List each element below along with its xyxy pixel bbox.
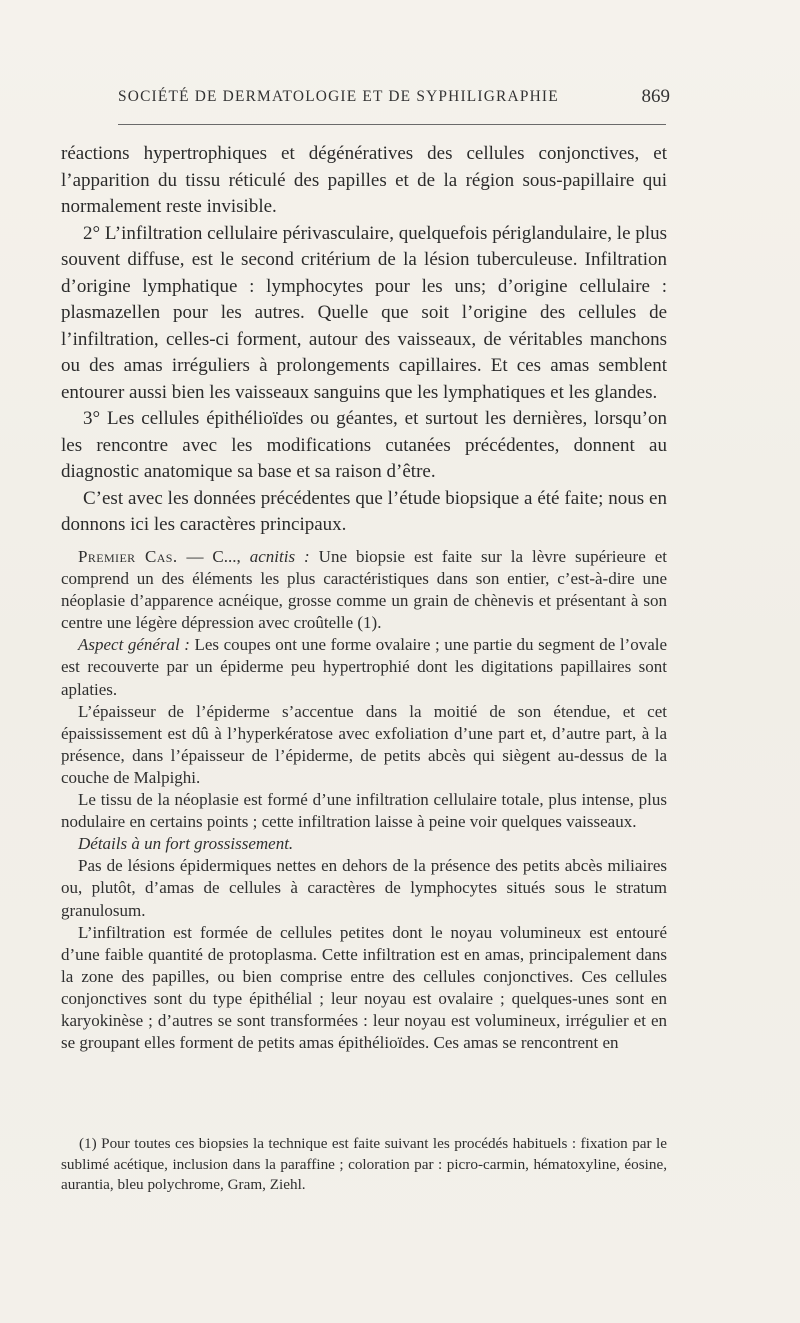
header-rule (118, 124, 666, 125)
page-number: 869 (641, 86, 670, 107)
paragraph-continuation: réactions hypertrophiques et dégénératives des cellules conjonctives, et l’apparition du tissu réticulé des papilles et de la région sous-papillaire qui normalement reste invisible. (61, 143, 667, 217)
footnote-text: (1) Pour toutes ces biopsies la technique est faite suivant les procédés habituels : fixation par le sublimé acétique, inclusion dans la paraffine ; coloration par : picro-carmin, hématoxyline, éosine, aurantia, bleu polychrome, Gram, Ziehl. (61, 1135, 667, 1193)
paragraph-epithelioid-cells: 3° Les cellules épithélioïdes ou géantes, et surtout les dernières, lorsqu’on les rencontre avec les modifications cutanées précédentes, donnent au diagnostic anatomique sa base et sa raison d’être. (61, 408, 667, 482)
aspect-paragraph (61, 634, 667, 700)
details-heading: Détails à un fort grossissement. (78, 834, 294, 854)
aspect-label: Aspect général : (78, 635, 190, 655)
infiltration-paragraph: L’infiltration est formée de cellules petites dont le noyau volumineux est entouré d’une faible quantité de protoplasma. Cette infiltration est en amas, principalement dans la zone des papilles, ou bien comprise entre des cellules conjonctives. Ces cellules conjonctives sont du type épithélial ; leur noyau est ovalaire ; quelques-unes sont en karyokinèse ; d’autres se sont transformées : leur noyau est volumineux, irrégulier et en se groupant elles forment de petits amas épithélioïdes. Ces amas se rencontrent en (61, 922, 667, 1053)
case-diagnosis: acnitis : (249, 547, 310, 566)
case-intro-paragraph (61, 546, 667, 634)
aspect-text: Les coupes ont une forme ovalaire ; une partie du segment de l’ovale est recouverte par un épiderme peu hypertrophié dont les digitations papillaires sont aplaties. (61, 635, 668, 699)
paragraph-biopsy-intro: C’est avec les données précédentes que l’étude biopsique a été faite; nous en donnons ici les caractères principaux. (61, 487, 667, 535)
paragraph-infiltration: 2° L’infiltration cellulaire périvasculaire, quelquefois périglandulaire, le plus souvent diffuse, est le second critérium de la lésion tuberculeuse. Infiltration d’origine lymphatique : lymphocytes pour les uns; d’origine cellulaire : plasmazellen pour les autres. Quelle que soit l’origine des cellules de l’infiltration, celles-ci forment, autour des vaisseaux, de véritables manchons ou des amas irréguliers à prolongements capillaires. Et ces amas semblent entourer aussi bien les vaisseaux sanguins que les lymphatiques et les glandes. (61, 222, 667, 403)
page-header (118, 88, 670, 112)
case-heading: Premier Cas. (78, 547, 178, 566)
case-patient: — C..., (177, 547, 250, 566)
lesions-paragraph: Pas de lésions épidermiques nettes en dehors de la présence des petits abcès miliaires ou, plutôt, d’amas de cellules à caractères de lymphocytes situés sous le stratum granulosum. (61, 856, 667, 920)
case-intro-text: Une biopsie est faite sur la lèvre supérieure et comprend un des éléments les plus caractéristiques dans son entier, c’est-à-dire une néoplasie d’apparence acnéique, grosse comme un grain de chènevis et présentant à son centre une légère dépression avec croûtelle (1). (61, 547, 667, 633)
main-text-block (61, 141, 667, 539)
footnote (61, 1134, 667, 1196)
running-title: SOCIÉTÉ DE DERMATOLOGIE ET DE SYPHILIGRAPHIE (118, 88, 559, 105)
case-report-section (61, 546, 667, 1054)
epidermis-paragraph: L’épaisseur de l’épiderme s’accentue dans la moitié de son étendue, et cet épaississement est dû à l’hyperkératose avec exfoliation d’une part et, d’autre part, à la présence, dans l’épaisseur de l’épiderme, de petits abcès qui siègent au-dessus de la couche de Malpighi. (61, 701, 667, 787)
tissue-paragraph: Le tissu de la néoplasie est formé d’une infiltration cellulaire totale, plus intense, plus nodulaire en certains points ; cette infiltration laisse à peine voir quelques vaisseaux. (61, 790, 667, 832)
